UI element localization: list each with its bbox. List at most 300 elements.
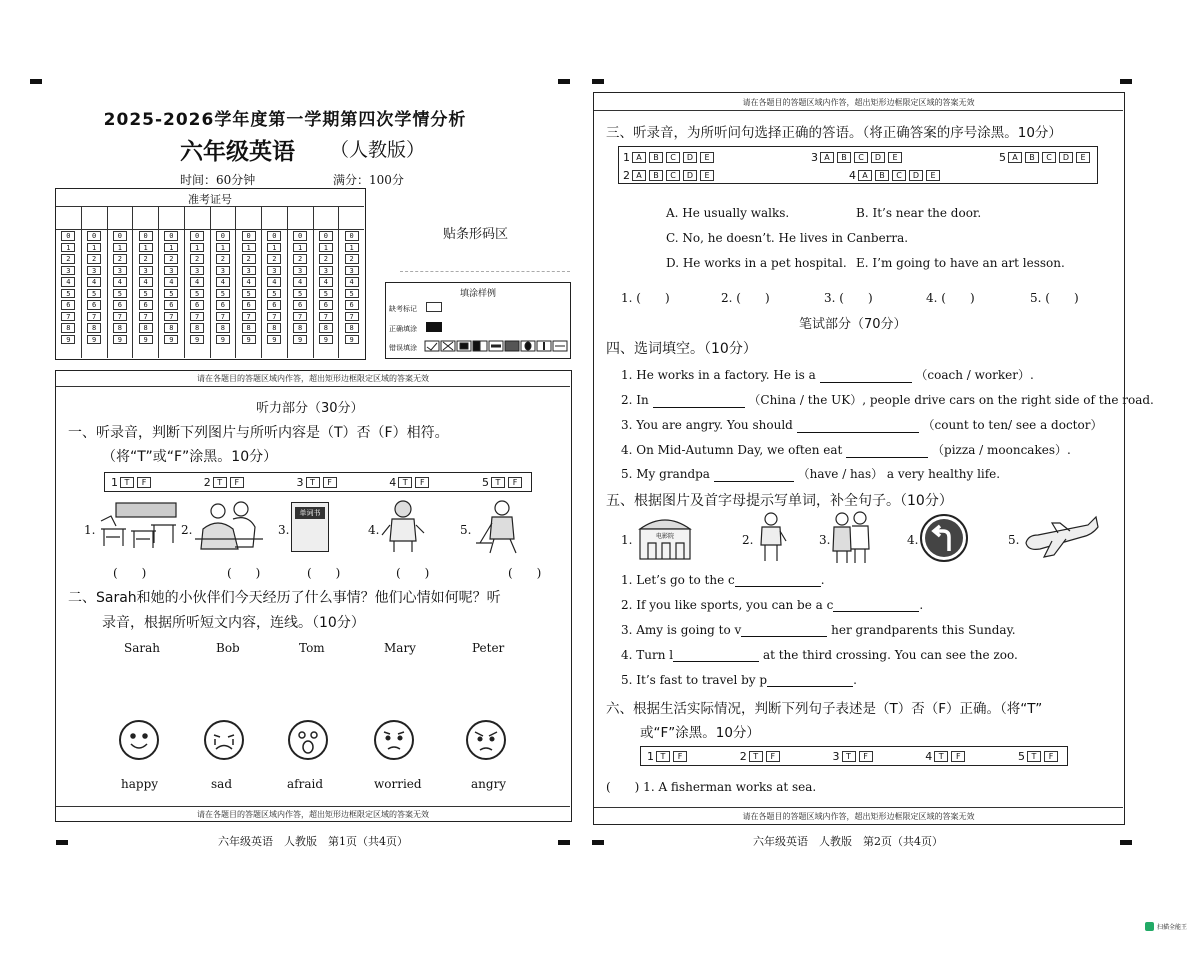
digit-bubble[interactable]: 6 bbox=[293, 300, 307, 310]
people-scene-picture bbox=[193, 499, 268, 554]
digit-bubble[interactable]: 3 bbox=[113, 266, 127, 276]
answer-bubble[interactable]: A bbox=[1008, 152, 1022, 163]
digit-bubble[interactable]: 8 bbox=[267, 323, 281, 333]
digit-bubble[interactable]: 0 bbox=[345, 231, 359, 241]
alignment-mark bbox=[56, 840, 68, 845]
digit-bubble[interactable]: 5 bbox=[216, 289, 230, 299]
answer-bubble[interactable]: T bbox=[1027, 751, 1041, 762]
q5-blank-4[interactable] bbox=[673, 661, 759, 662]
digit-bubble[interactable]: 4 bbox=[267, 277, 281, 287]
q4-blank-3[interactable] bbox=[797, 432, 919, 433]
digit-bubble[interactable]: 9 bbox=[242, 335, 256, 345]
digit-bubble[interactable]: 5 bbox=[139, 289, 153, 299]
digit-bubble[interactable]: 5 bbox=[61, 289, 75, 299]
digit-bubble[interactable]: 4 bbox=[190, 277, 204, 287]
digit-column bbox=[159, 206, 185, 358]
digit-bubble[interactable]: 2 bbox=[293, 254, 307, 264]
q2-instruction: 二、Sarah和她的小伙伴们今天经历了什么事情？他们心情如何呢？听 bbox=[68, 590, 501, 606]
answer-bubble[interactable]: F bbox=[323, 477, 337, 488]
wrong-fill-label: 错误填涂 bbox=[389, 344, 417, 352]
q5-sentence: 1. Let’s go to the c bbox=[621, 573, 735, 587]
digit-bubble[interactable]: 1 bbox=[242, 243, 256, 253]
digit-bubble[interactable]: 4 bbox=[216, 277, 230, 287]
answer-bubble[interactable]: F bbox=[415, 477, 429, 488]
mood-label: happy bbox=[121, 777, 159, 791]
answer-bubble[interactable]: T bbox=[934, 751, 948, 762]
answer-bubble[interactable]: C bbox=[1042, 152, 1056, 163]
airplane-picture bbox=[1022, 513, 1102, 561]
q5-sentence-end: . bbox=[919, 598, 924, 612]
answer-bubble[interactable]: F bbox=[859, 751, 873, 762]
digit-bubble[interactable]: 8 bbox=[87, 323, 101, 333]
q5-sentence: 4. Turn l bbox=[621, 648, 674, 662]
question-number: 5 bbox=[999, 150, 1006, 164]
alignment-mark bbox=[592, 840, 604, 845]
digit-bubble[interactable]: 3 bbox=[190, 266, 204, 276]
digit-bubble[interactable]: 6 bbox=[164, 300, 178, 310]
time-label: 时间：60分钟 bbox=[180, 173, 256, 187]
answer-bubble[interactable]: F bbox=[508, 477, 522, 488]
answer-bubble[interactable]: B bbox=[1025, 152, 1039, 163]
q3-option-d: D. He works in a pet hospital. bbox=[666, 256, 847, 270]
question-number: 3 bbox=[811, 150, 818, 164]
answer-bubble[interactable]: A bbox=[858, 170, 872, 181]
digit-bubble[interactable]: 4 bbox=[139, 277, 153, 287]
digit-bubble[interactable]: 5 bbox=[345, 289, 359, 299]
q3-answer-paren: 5. ( ) bbox=[1030, 291, 1079, 305]
cleaner-picture bbox=[472, 499, 527, 554]
digit-bubble[interactable]: 0 bbox=[319, 231, 333, 241]
digit-bubble[interactable]: 4 bbox=[113, 277, 127, 287]
digit-bubble[interactable]: 5 bbox=[164, 289, 178, 299]
q4-choices: （have / has） a very healthy life. bbox=[797, 467, 1001, 481]
digit-bubble[interactable]: 0 bbox=[139, 231, 153, 241]
q5-pic-number: 4. bbox=[907, 533, 919, 547]
q2-instruction-2: 录音，根据所听短文内容，连线。（10分） bbox=[102, 615, 365, 631]
digit-bubble[interactable]: 7 bbox=[242, 312, 256, 322]
digit-bubble[interactable]: 0 bbox=[190, 231, 204, 241]
listening-title: 听力部分（30分） bbox=[256, 401, 364, 416]
digit-bubble[interactable]: 1 bbox=[216, 243, 230, 253]
digit-bubble[interactable]: 1 bbox=[293, 243, 307, 253]
digit-bubble[interactable]: 0 bbox=[87, 231, 101, 241]
answer-bubble[interactable]: E bbox=[700, 152, 714, 163]
q3-option-a: A. He usually walks. bbox=[666, 206, 790, 220]
digit-bubble[interactable]: 3 bbox=[345, 266, 359, 276]
q5-pic-number: 5. bbox=[1008, 533, 1020, 547]
digit-bubble[interactable]: 1 bbox=[319, 243, 333, 253]
answer-bubble[interactable]: E bbox=[926, 170, 940, 181]
answer-area-written bbox=[593, 92, 1154, 825]
digit-bubble[interactable]: 4 bbox=[61, 277, 75, 287]
absent-mark-label: 缺考标记 bbox=[389, 305, 417, 313]
digit-bubble[interactable]: 3 bbox=[267, 266, 281, 276]
answer-group bbox=[297, 476, 340, 489]
answer-group bbox=[482, 476, 525, 489]
digit-bubble[interactable]: 1 bbox=[267, 243, 281, 253]
q5-blank-5[interactable] bbox=[767, 686, 853, 687]
digit-bubble[interactable]: 6 bbox=[190, 300, 204, 310]
cinema-picture bbox=[634, 513, 696, 563]
digit-bubble[interactable]: 7 bbox=[216, 312, 230, 322]
answer-bubble[interactable]: D bbox=[1059, 152, 1073, 163]
digit-bubble[interactable]: 5 bbox=[319, 289, 333, 299]
answer-bubble[interactable]: F bbox=[137, 477, 151, 488]
answer-group bbox=[389, 476, 432, 489]
name-label: Tom bbox=[299, 641, 325, 655]
digit-bubble[interactable]: 5 bbox=[87, 289, 101, 299]
q3-option-e: E. I’m going to have an art lesson. bbox=[856, 256, 1065, 270]
answer-bubble[interactable]: D bbox=[683, 152, 697, 163]
digit-bubble[interactable]: 0 bbox=[216, 231, 230, 241]
page-footer: 六年级英语 人教版 第1页（共4页） bbox=[218, 835, 408, 848]
q5-blank-3[interactable] bbox=[741, 636, 827, 637]
digit-bubble[interactable]: 8 bbox=[139, 323, 153, 333]
digit-column bbox=[82, 206, 108, 358]
digit-bubble[interactable]: 8 bbox=[164, 323, 178, 333]
digit-bubble[interactable]: 8 bbox=[113, 323, 127, 333]
digit-bubble[interactable]: 0 bbox=[242, 231, 256, 241]
digit-bubble[interactable]: 2 bbox=[242, 254, 256, 264]
answer-bubble[interactable]: A bbox=[632, 170, 646, 181]
watermark-text: 扫描全能王 bbox=[1157, 924, 1188, 931]
question-number: 2 bbox=[623, 168, 630, 182]
word-book-picture bbox=[291, 502, 329, 552]
answer-bubble[interactable]: T bbox=[656, 751, 670, 762]
question-number: 2 bbox=[739, 749, 747, 763]
digit-bubble[interactable]: 5 bbox=[267, 289, 281, 299]
digit-bubble[interactable]: 2 bbox=[139, 254, 153, 264]
answer-group bbox=[204, 476, 247, 489]
answer-bubble[interactable]: A bbox=[632, 152, 646, 163]
edition-label: （人教版） bbox=[330, 139, 426, 161]
answer-bubble[interactable]: F bbox=[230, 477, 244, 488]
page-2 bbox=[588, 75, 1154, 875]
digit-bubble[interactable]: 6 bbox=[87, 300, 101, 310]
digit-bubble[interactable]: 0 bbox=[293, 231, 307, 241]
digit-bubble[interactable]: 7 bbox=[61, 312, 75, 322]
answer-bubble[interactable]: T bbox=[842, 751, 856, 762]
digit-bubble[interactable]: 3 bbox=[216, 266, 230, 276]
digit-bubble[interactable]: 1 bbox=[345, 243, 359, 253]
answer-group bbox=[1018, 750, 1061, 763]
digit-bubble[interactable]: 1 bbox=[139, 243, 153, 253]
digit-bubble[interactable]: 8 bbox=[293, 323, 307, 333]
digit-bubble[interactable]: 8 bbox=[216, 323, 230, 333]
digit-bubble[interactable]: 0 bbox=[61, 231, 75, 241]
q1-instruction-2: （将“T”或“F”涂黑。10分） bbox=[102, 449, 278, 465]
q5-instruction: 五、根据图片及首字母提示写单词，补全句子。（10分） bbox=[606, 493, 953, 509]
digit-bubble[interactable]: 8 bbox=[345, 323, 359, 333]
digit-bubble[interactable]: 2 bbox=[61, 254, 75, 264]
q3-answer-paren: 2. ( ) bbox=[721, 291, 770, 305]
question-number: 3 bbox=[296, 475, 304, 489]
digit-bubble[interactable]: 1 bbox=[190, 243, 204, 253]
digit-bubble[interactable]: 6 bbox=[113, 300, 127, 310]
q3-answer-paren: 3. ( ) bbox=[824, 291, 873, 305]
digit-bubble[interactable]: 9 bbox=[345, 335, 359, 345]
notice-bottom: 请在各题目的答题区域内作答，超出矩形边框限定区域的答案无效 bbox=[197, 810, 429, 819]
answer-bubble[interactable]: C bbox=[666, 152, 680, 163]
question-number: 1 bbox=[111, 475, 118, 489]
answer-group bbox=[925, 750, 968, 763]
digit-bubble[interactable]: 4 bbox=[319, 277, 333, 287]
digit-bubble[interactable]: 9 bbox=[267, 335, 281, 345]
digit-bubble[interactable]: 5 bbox=[293, 289, 307, 299]
question-number: 2 bbox=[203, 475, 211, 489]
digit-bubble[interactable]: 6 bbox=[216, 300, 230, 310]
answer-bubble[interactable]: E bbox=[700, 170, 714, 181]
answer-group bbox=[623, 168, 717, 182]
digit-bubble[interactable]: 0 bbox=[267, 231, 281, 241]
answer-group bbox=[833, 750, 876, 763]
q4-choices: （coach / worker）. bbox=[915, 368, 1034, 382]
digit-bubble[interactable]: 2 bbox=[267, 254, 281, 264]
worried-face-icon bbox=[374, 720, 414, 760]
q5-sentence: 3. Amy is going to v bbox=[621, 623, 742, 637]
page-1 bbox=[30, 75, 590, 875]
absent-mark-box bbox=[426, 302, 442, 312]
digit-bubble[interactable]: 6 bbox=[319, 300, 333, 310]
digit-bubble[interactable]: 3 bbox=[319, 266, 333, 276]
digit-bubble[interactable]: 3 bbox=[164, 266, 178, 276]
q4-blank-5[interactable] bbox=[714, 481, 794, 482]
q1-pic-number: 4. bbox=[368, 523, 380, 537]
digit-bubble[interactable]: 7 bbox=[267, 312, 281, 322]
alignment-mark bbox=[558, 840, 570, 845]
digit-bubble[interactable]: 2 bbox=[164, 254, 178, 264]
answer-bubble[interactable]: B bbox=[649, 170, 663, 181]
answer-bubble[interactable]: C bbox=[892, 170, 906, 181]
digit-bubble[interactable]: 8 bbox=[319, 323, 333, 333]
digit-bubble[interactable]: 1 bbox=[61, 243, 75, 253]
q5-sentence-end: her grandparents this Sunday. bbox=[827, 623, 1016, 637]
q4-blank-2[interactable] bbox=[653, 407, 745, 408]
digit-bubble[interactable]: 7 bbox=[190, 312, 204, 322]
name-label: Mary bbox=[384, 641, 416, 655]
answer-bubble[interactable]: T bbox=[749, 751, 763, 762]
subject-title: 六年级英语 bbox=[180, 138, 295, 165]
answer-bubble[interactable]: B bbox=[837, 152, 851, 163]
answer-group bbox=[111, 476, 154, 489]
answer-bubble[interactable]: D bbox=[871, 152, 885, 163]
answer-bubble[interactable]: F bbox=[673, 751, 687, 762]
digit-bubble[interactable]: 9 bbox=[216, 335, 230, 345]
digit-bubble[interactable]: 4 bbox=[164, 277, 178, 287]
q3-answer-paren: 4. ( ) bbox=[926, 291, 975, 305]
fill-sample-title: 填涂样例 bbox=[459, 289, 496, 299]
digit-bubble[interactable]: 8 bbox=[242, 323, 256, 333]
coach-picture bbox=[754, 511, 788, 563]
digit-bubble[interactable]: 2 bbox=[216, 254, 230, 264]
classroom-picture bbox=[96, 501, 181, 551]
digit-bubble[interactable]: 2 bbox=[113, 254, 127, 264]
digit-bubble[interactable]: 2 bbox=[319, 254, 333, 264]
answer-group bbox=[623, 150, 717, 164]
mood-label: afraid bbox=[287, 777, 324, 791]
answer-bubble[interactable]: E bbox=[888, 152, 902, 163]
digit-bubble[interactable]: 6 bbox=[267, 300, 281, 310]
q5-pic-number: 3. bbox=[819, 533, 831, 547]
digit-bubble[interactable]: 7 bbox=[345, 312, 359, 322]
digit-bubble[interactable]: 7 bbox=[87, 312, 101, 322]
answer-bubble[interactable]: C bbox=[854, 152, 868, 163]
q5-blank-2[interactable] bbox=[833, 611, 919, 612]
digit-bubble[interactable]: 1 bbox=[164, 243, 178, 253]
answer-bubble[interactable]: F bbox=[951, 751, 965, 762]
digit-column bbox=[185, 206, 211, 358]
answer-group bbox=[740, 750, 783, 763]
watermark-icon bbox=[1145, 922, 1154, 931]
answer-group bbox=[999, 150, 1093, 164]
digit-bubble[interactable]: 8 bbox=[61, 323, 75, 333]
doctor-picture bbox=[378, 499, 428, 554]
exam-title: 2025-2026学年度第一学期第四次学情分析 bbox=[103, 110, 467, 130]
correct-fill-label: 正确填涂 bbox=[389, 325, 417, 333]
alignment-mark bbox=[1120, 79, 1132, 84]
digit-bubble[interactable]: 3 bbox=[139, 266, 153, 276]
digit-bubble[interactable]: 6 bbox=[61, 300, 75, 310]
q4-sentence: 5. My grandpa bbox=[621, 467, 710, 481]
digit-column bbox=[339, 206, 364, 358]
q6-instruction: 六、根据生活实际情况，判断下列句子表述是（T）否（F）正确。（将“T” bbox=[606, 701, 1043, 717]
mood-label: angry bbox=[471, 777, 507, 791]
answer-bubble[interactable]: B bbox=[875, 170, 889, 181]
answer-bubble[interactable]: B bbox=[649, 152, 663, 163]
digit-bubble[interactable]: 9 bbox=[87, 335, 101, 345]
digit-bubble[interactable]: 3 bbox=[293, 266, 307, 276]
answer-bubble[interactable]: E bbox=[1076, 152, 1090, 163]
answer-bubble[interactable]: T bbox=[213, 477, 227, 488]
digit-bubble[interactable]: 6 bbox=[345, 300, 359, 310]
digit-bubble[interactable]: 9 bbox=[164, 335, 178, 345]
digit-bubble[interactable]: 1 bbox=[113, 243, 127, 253]
name-label: Bob bbox=[216, 641, 240, 655]
notice-top: 请在各题目的答题区域内作答，超出矩形边框限定区域的答案无效 bbox=[197, 374, 429, 383]
digit-bubble[interactable]: 6 bbox=[139, 300, 153, 310]
digit-bubble[interactable]: 9 bbox=[319, 335, 333, 345]
digit-column bbox=[236, 206, 262, 358]
answer-area-listening bbox=[55, 370, 572, 822]
turn-left-sign-icon bbox=[919, 513, 969, 563]
alignment-mark bbox=[558, 79, 570, 84]
notice-top: 请在各题目的答题区域内作答，超出矩形边框限定区域的答案无效 bbox=[742, 98, 975, 107]
q1-pic-number: 1. bbox=[84, 523, 96, 537]
q1-pic-number: 5. bbox=[460, 523, 472, 537]
answer-bubble[interactable]: D bbox=[683, 170, 697, 181]
digit-bubble[interactable]: 9 bbox=[139, 335, 153, 345]
digit-bubble[interactable]: 3 bbox=[242, 266, 256, 276]
digit-bubble[interactable]: 9 bbox=[61, 335, 75, 345]
digit-bubble[interactable]: 0 bbox=[113, 231, 127, 241]
answer-bubble[interactable]: F bbox=[1044, 751, 1058, 762]
notice-bottom: 请在各题目的答题区域内作答，超出矩形边框限定区域的答案无效 bbox=[742, 812, 975, 821]
q1-answer-paren: ( ) bbox=[508, 566, 542, 580]
answer-bubble[interactable]: T bbox=[398, 477, 412, 488]
digit-bubble[interactable]: 6 bbox=[242, 300, 256, 310]
digit-bubble[interactable]: 9 bbox=[293, 335, 307, 345]
digit-bubble[interactable]: 3 bbox=[61, 266, 75, 276]
digit-bubble[interactable]: 2 bbox=[87, 254, 101, 264]
digit-bubble[interactable]: 7 bbox=[164, 312, 178, 322]
digit-bubble[interactable]: 2 bbox=[345, 254, 359, 264]
book-title: 单词书 bbox=[295, 507, 325, 519]
answer-group bbox=[811, 150, 905, 164]
q1-pic-number: 2. bbox=[181, 523, 193, 537]
digit-bubble[interactable]: 5 bbox=[113, 289, 127, 299]
q4-blank-4[interactable] bbox=[846, 457, 928, 458]
digit-bubble[interactable]: 7 bbox=[293, 312, 307, 322]
mood-label: sad bbox=[211, 777, 232, 791]
q1-answer-paren: ( ) bbox=[396, 566, 430, 580]
question-number: 3 bbox=[832, 749, 840, 763]
answer-bubble[interactable]: A bbox=[820, 152, 834, 163]
digit-bubble[interactable]: 7 bbox=[319, 312, 333, 322]
question-number: 5 bbox=[482, 475, 489, 489]
grandparents-picture bbox=[831, 509, 871, 565]
q4-blank-1[interactable] bbox=[820, 382, 912, 383]
angry-face-icon bbox=[466, 720, 506, 760]
answer-bubble[interactable]: T bbox=[120, 477, 134, 488]
q5-sentence: 5. It’s fast to travel by p bbox=[621, 673, 768, 687]
name-label: Peter bbox=[472, 641, 505, 655]
page-footer: 六年级英语 人教版 第2页（共4页） bbox=[753, 835, 943, 848]
question-number: 4 bbox=[925, 749, 933, 763]
answer-bubble[interactable]: T bbox=[306, 477, 320, 488]
q1-answer-paren: ( ) bbox=[113, 566, 147, 580]
digit-bubble[interactable]: 4 bbox=[87, 277, 101, 287]
wrong-fill-examples bbox=[424, 340, 569, 352]
answer-bubble[interactable]: F bbox=[766, 751, 780, 762]
digit-bubble[interactable]: 3 bbox=[87, 266, 101, 276]
q5-pic-number: 2. bbox=[742, 533, 754, 547]
question-number: 1 bbox=[647, 749, 654, 763]
digit-bubble[interactable]: 7 bbox=[113, 312, 127, 322]
answer-bubble[interactable]: D bbox=[909, 170, 923, 181]
answer-bubble[interactable]: C bbox=[666, 170, 680, 181]
digit-bubble[interactable]: 1 bbox=[87, 243, 101, 253]
digit-column bbox=[211, 206, 237, 358]
digit-bubble[interactable]: 4 bbox=[242, 277, 256, 287]
digit-bubble[interactable]: 5 bbox=[242, 289, 256, 299]
alignment-mark bbox=[30, 79, 42, 84]
digit-bubble[interactable]: 4 bbox=[345, 277, 359, 287]
q1-answer-paren: ( ) bbox=[227, 566, 261, 580]
question-number: 1 bbox=[623, 150, 630, 164]
q4-choices: （count to ten/ see a doctor） bbox=[922, 418, 1103, 432]
digit-bubble[interactable]: 4 bbox=[293, 277, 307, 287]
digit-bubble[interactable]: 2 bbox=[190, 254, 204, 264]
q5-sentence-end: . bbox=[820, 573, 825, 587]
question-number: 4 bbox=[389, 475, 397, 489]
barcode-area: 贴条形码区 bbox=[443, 227, 509, 242]
digit-bubble[interactable]: 5 bbox=[190, 289, 204, 299]
digit-bubble[interactable]: 9 bbox=[190, 335, 204, 345]
q5-sentence-end: . bbox=[853, 673, 857, 687]
digit-column bbox=[314, 206, 340, 358]
digit-bubble[interactable]: 0 bbox=[164, 231, 178, 241]
digit-bubble[interactable]: 7 bbox=[139, 312, 153, 322]
q6-answer-bubbles bbox=[640, 746, 1068, 766]
digit-bubble[interactable]: 9 bbox=[113, 335, 127, 345]
correct-fill-example bbox=[426, 322, 442, 332]
answer-bubble[interactable]: T bbox=[491, 477, 505, 488]
digit-bubble[interactable]: 8 bbox=[190, 323, 204, 333]
q3-option-b: B. It’s near the door. bbox=[856, 206, 982, 220]
admission-number-label: 准考证号 bbox=[188, 193, 232, 206]
q5-sentence: 2. If you like sports, you can be a c bbox=[621, 598, 834, 612]
q5-blank-1[interactable] bbox=[735, 586, 821, 587]
